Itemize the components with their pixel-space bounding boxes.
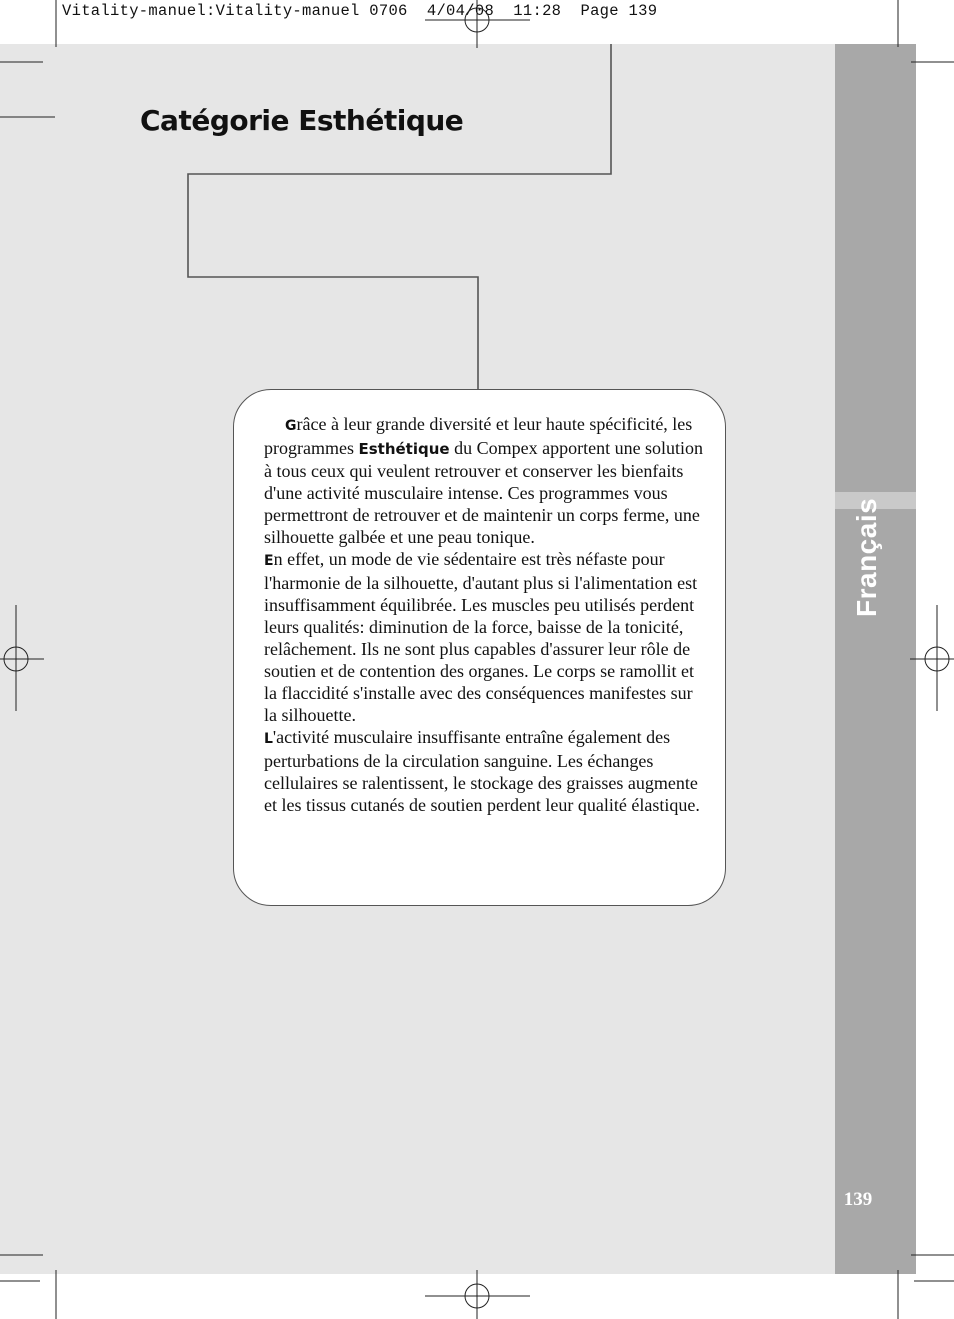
- dropcap: L: [264, 731, 273, 747]
- dropcap: E: [264, 553, 274, 569]
- keyword-esthetique: Esthétique: [358, 440, 450, 458]
- paragraph-text: n effet, un mode de vie sédentaire est très néfaste pour l'harmonie de la silhouette, d'autant plus si l'alimentation est insuffisamment équilibrée. Les muscles peu utilisés perdent leurs qualités: diminution de la force, baisse de la tonicité, relâchement. Ils ne sont plus capables d'assurer leur rôle de soutien et de contention des organes. Le corps se ramollit et la flaccidité s'installe avec des conséquences manifestes sur la silhouette.: [264, 549, 698, 725]
- page-title: Catégorie Esthétique: [140, 104, 464, 137]
- print-slug: Vitality-manuel:Vitality-manuel 0706 4/04/08 11:28 Page 139: [62, 2, 658, 20]
- paragraph-text: râce à leur grande diversité et leur haute spécificité, les programmes: [264, 414, 693, 458]
- paragraph-text: du Compex apportent une solution à tous ceux qui veulent retrouver et conserver les bienfaits d'une activité musculaire intense. Ces programmes vous permettront de retrouver et de maintenir un corps ferme, une silhouette galbée et une peau tonique.: [264, 438, 704, 547]
- dropcap: G: [285, 418, 297, 434]
- language-tab-label: Français: [851, 497, 882, 617]
- page-number: 139: [843, 1189, 873, 1210]
- paragraph-text: 'activité musculaire insuffisante entraîne également des perturbations de la circulation sanguine. Les échanges cellulaires se ralentissent, le stockage des graisses augmente et les tissus cutanés de soutien perdent leur qualité élastique.: [264, 727, 700, 815]
